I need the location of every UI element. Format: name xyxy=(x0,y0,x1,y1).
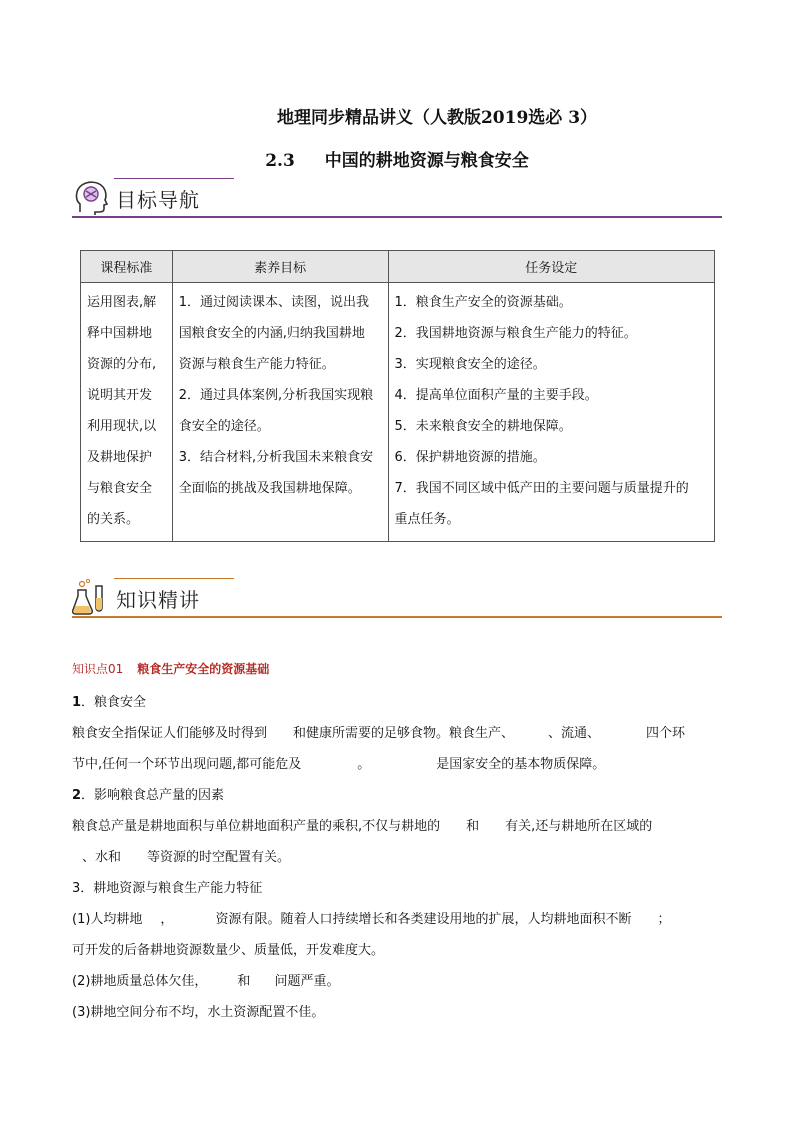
cell-line: 的关系。 xyxy=(87,512,140,527)
cell-line: 运用图表,解 xyxy=(87,295,157,310)
text-run: 。 xyxy=(357,757,371,772)
cell-line: 说明其开发 xyxy=(87,388,153,403)
text-run: 问题严重。 xyxy=(274,974,340,989)
paragraph-line: 可开发的后备耕地资源数量少、质量低，开发难度大。 xyxy=(72,943,385,958)
knowledge-point-heading xyxy=(72,660,722,677)
knowledge-point-title: 粮食生产安全的资源基础 xyxy=(137,662,270,676)
goals-table xyxy=(80,250,715,542)
cell-line: 3．实现粮食安全的途径。 xyxy=(394,357,546,372)
cell-line: 5．未来粮食安全的耕地保障。 xyxy=(394,419,572,434)
text-run: 粮食安全指保证人们能够及时得到 xyxy=(72,726,268,741)
text-run: 节中,任何一个环节出现问题,都可能危及 xyxy=(72,757,302,772)
cell-line: 国粮食安全的内涵,归纳我国耕地 xyxy=(178,326,365,341)
paragraph-line xyxy=(72,904,722,935)
header-top-line xyxy=(114,178,234,179)
subheading-text: ．影响粮食总产量的因素 xyxy=(81,788,225,803)
table-row xyxy=(81,283,715,542)
header-divider xyxy=(72,216,722,218)
table-header-row xyxy=(81,251,715,283)
text-run: 等资源的时空配置有关。 xyxy=(147,850,291,865)
cell-line: 资源与粮食生产能力特征。 xyxy=(178,357,335,372)
header-literacy-goals: 素养目标 xyxy=(172,251,388,283)
paragraph-line xyxy=(72,749,722,780)
subheading-number: 1 xyxy=(72,695,82,710)
text-run: 粮食总产量是耕地面积与单位耕地面积产量的乘积,不仅与耕地的 xyxy=(72,819,441,834)
section-number: 2.3 xyxy=(265,151,295,171)
cell-line: 食安全的途径。 xyxy=(178,419,270,434)
cell-line: 6．保护耕地资源的措施。 xyxy=(394,450,546,465)
cell-line: 资源的分布, xyxy=(87,357,157,372)
paragraph-line xyxy=(72,842,722,873)
cell-line: 重点任务。 xyxy=(394,512,460,527)
brain-head-icon xyxy=(72,178,110,216)
section-header-knowledge xyxy=(72,578,722,618)
text-run: 和 xyxy=(237,974,251,989)
subheading-text: ．粮食安全 xyxy=(81,695,147,710)
knowledge-content xyxy=(72,660,722,1028)
cell-line: 全面临的挑战及我国耕地保障。 xyxy=(178,481,361,496)
cell-line: 释中国耕地 xyxy=(87,326,153,341)
header-top-line xyxy=(114,578,234,579)
cell-line: 1．通过阅读课本、读图，说出我 xyxy=(178,295,370,310)
text-run: ； xyxy=(657,912,671,927)
cell-line: 与粮食安全 xyxy=(87,481,153,496)
section-title xyxy=(0,146,794,171)
section-label: 知识精讲 xyxy=(116,588,200,612)
document-title: 地理同步精品讲义（人教版2019选必 3） xyxy=(276,108,598,128)
cell-line: 7．我国不同区域中低产田的主要问题与质量提升的 xyxy=(394,481,689,496)
cell-line: 4．提高单位面积产量的主要手段。 xyxy=(394,388,598,403)
subheading-food-security xyxy=(72,687,722,718)
header-task-settings: 任务设定 xyxy=(388,251,715,283)
subheading-number: 2 xyxy=(72,788,82,803)
text-run: 、水和 xyxy=(82,850,122,865)
paragraph-line xyxy=(72,966,722,997)
paragraph-line xyxy=(72,718,722,749)
cell-line: 1．粮食生产安全的资源基础。 xyxy=(394,295,572,310)
text-run: 是国家安全的基本物质保障。 xyxy=(436,757,606,772)
subheading-farmland-features: 3．耕地资源与粮食生产能力特征 xyxy=(72,881,263,896)
header-divider xyxy=(72,616,722,618)
task-settings-cell xyxy=(388,283,715,542)
text-run: 、流通、 xyxy=(548,726,601,741)
text-run: 四个环 xyxy=(646,726,686,741)
cell-line: 利用现状,以 xyxy=(87,419,157,434)
text-run: (2)耕地质量总体欠佳， xyxy=(72,974,208,989)
header-curriculum-standard: 课程标准 xyxy=(81,251,173,283)
knowledge-point-number: 知识点01 xyxy=(72,662,124,676)
flask-icon xyxy=(72,578,110,616)
section-header-goals xyxy=(72,178,722,218)
cell-line: 2．通过具体案例,分析我国实现粮 xyxy=(178,388,374,403)
literacy-goals-cell xyxy=(172,283,388,542)
text-run: 和 xyxy=(466,819,480,834)
text-run: 和健康所需要的足够食物。粮食生产、 xyxy=(293,726,515,741)
cell-line: 2．我国耕地资源与粮食生产能力的特征。 xyxy=(394,326,637,341)
section-name: 中国的耕地资源与粮食安全 xyxy=(324,151,529,171)
text-run: 有关,还与耕地所在区域的 xyxy=(505,819,653,834)
subheading-total-output xyxy=(72,780,722,811)
text-run: (1)人均耕地 xyxy=(72,912,143,927)
curriculum-standard-cell xyxy=(81,283,173,542)
section-label: 目标导航 xyxy=(116,188,200,212)
cell-line: 3．结合材料,分析我国未来粮食安 xyxy=(178,450,374,465)
paragraph-line: (3)耕地空间分布不均，水土资源配置不佳。 xyxy=(72,1005,325,1020)
text-run: 资源有限。随着人口持续增长和各类建设用地的扩展，人均耕地面积不断 xyxy=(215,912,632,927)
text-run: ， xyxy=(160,912,174,927)
paragraph-line xyxy=(72,811,722,842)
cell-line: 及耕地保护 xyxy=(87,450,153,465)
